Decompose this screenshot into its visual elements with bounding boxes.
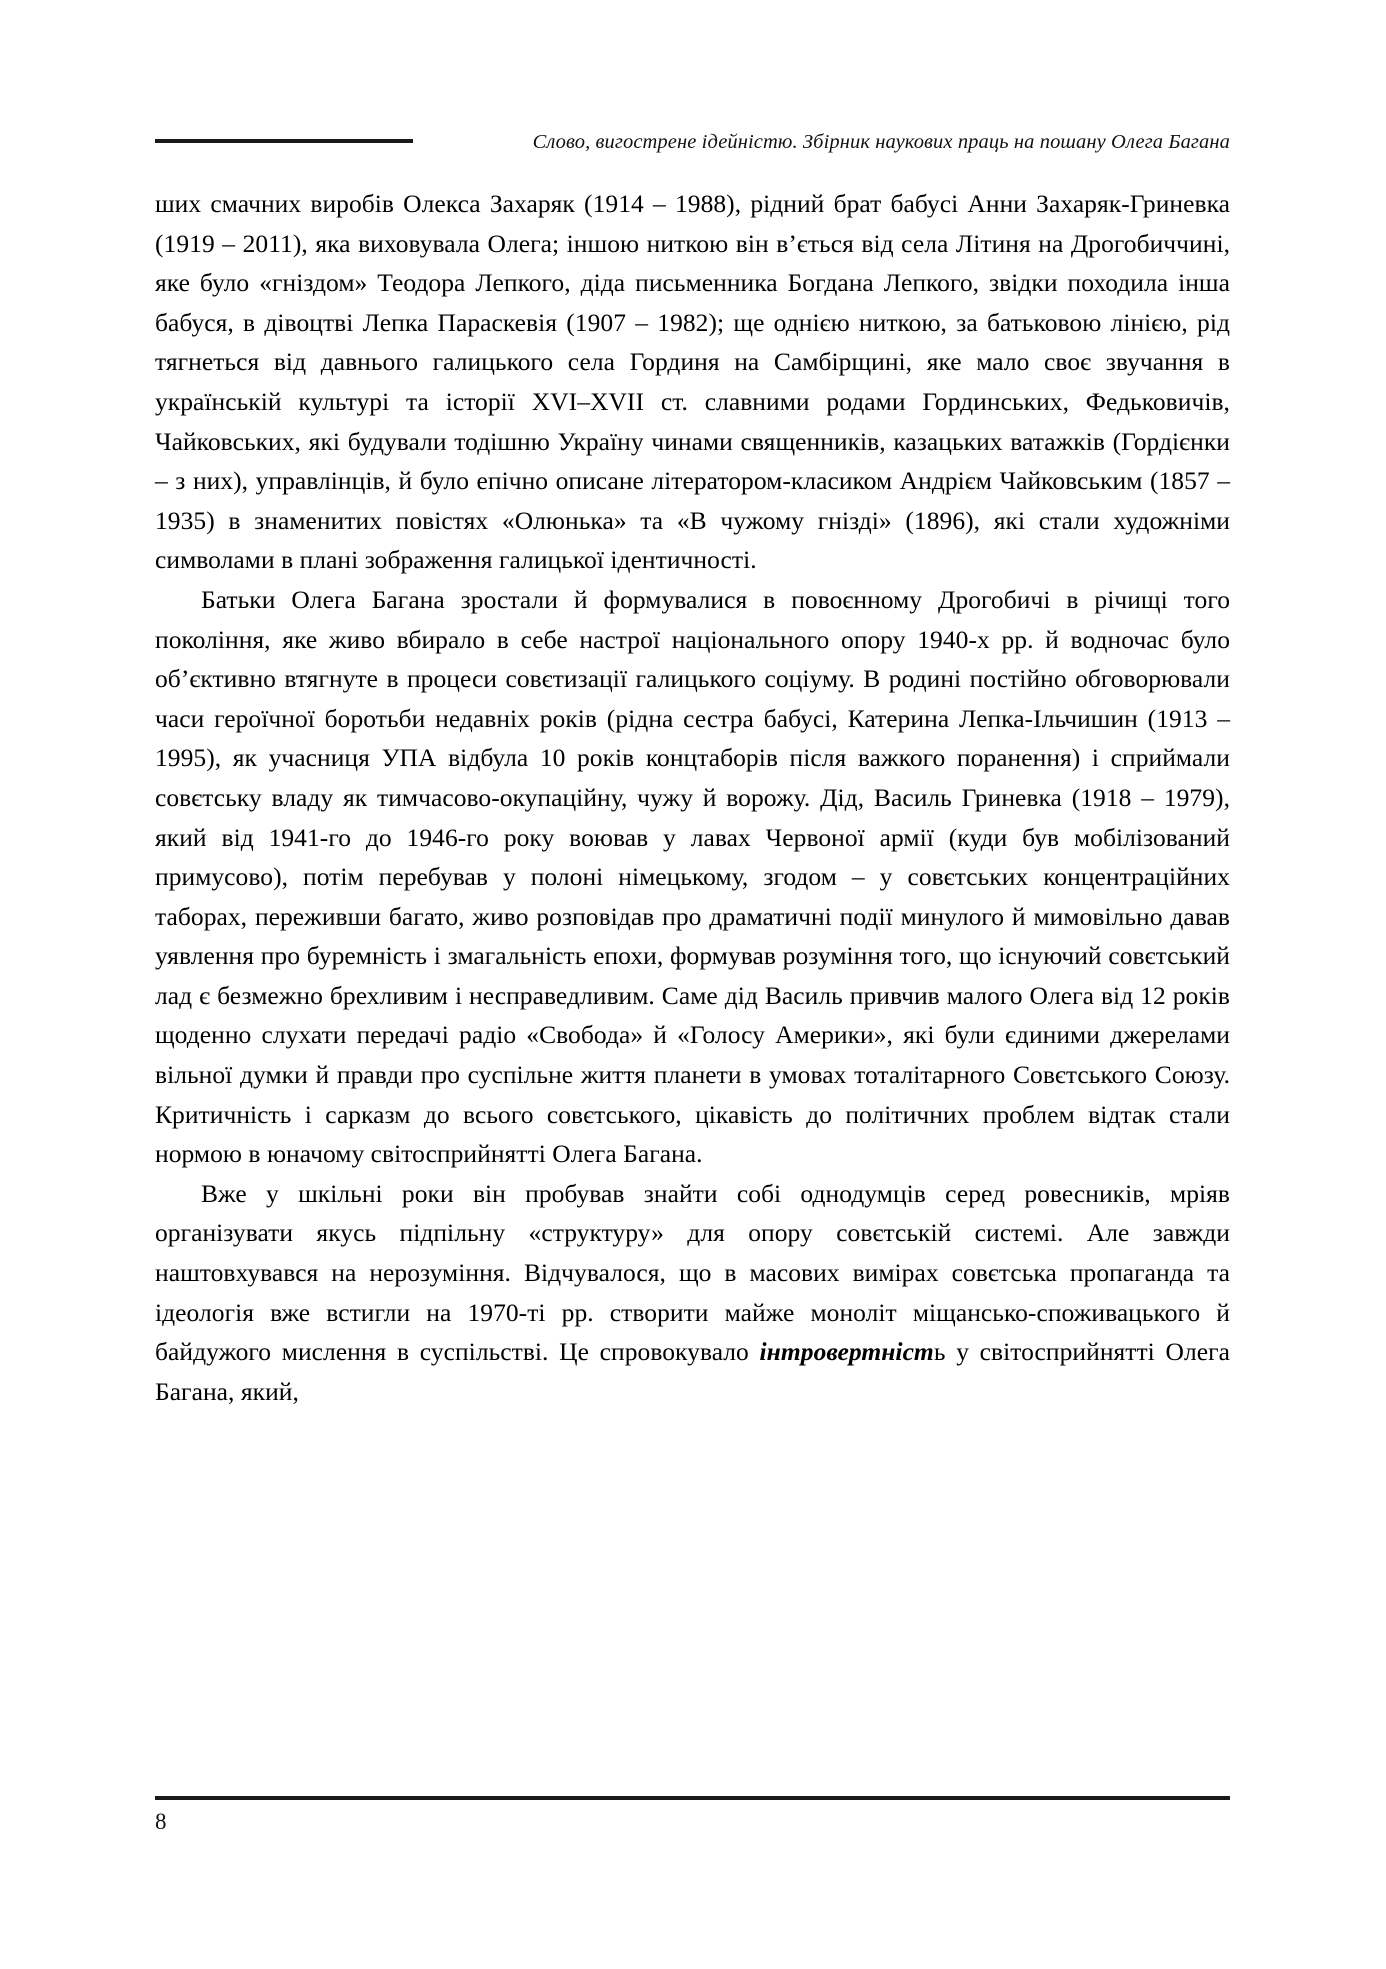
page-content — [155, 128, 1230, 1411]
emphasis-introvertnist: інтровертніст — [759, 1337, 934, 1367]
paragraph-3 — [155, 1174, 1230, 1412]
footer-rule — [155, 1796, 1230, 1800]
page-footer — [155, 1796, 1230, 1836]
paragraph-3-part-1: Вже у шкільні роки він пробував знайти собі однодумців серед ровесників, мріяв організувати якусь підпільну «структуру» для опору совєтській системі. Але завжди наштовхувався на нерозуміння. Відчувалося, що в масових вимірах совєтська пропаганда та ідеологія вже встигли на 1970-ті рр. створити майже моноліт міщансько-споживацького й байдужого мислення в суспільстві. Це спровокувало — [155, 1178, 1230, 1367]
paragraph-2: Батьки Олега Багана зростали й формувалися в повоєнному Дрогобичі в річищі того покоління, яке живо вбирало в себе настрої національного опору 1940-х рр. й водночас було об’єктивно втягнуте в процеси совєтизації галицького соціуму. В родині постійно обговорювали часи героїчної боротьби недавніх років (рідна сестра бабусі, Катерина Лепка-Ільчишин (1913 – 1995), як учасниця УПА відбула 10 років концтаборів після важкого поранення) і сприймали совєтську владу як тимчасово-окупаційну, чужу й ворожу. Дід, Василь Гриневка (1918 – 1979), який від 1941-го до 1946-го року воював у лавах Червоної армії (куди був мобілізований примусово), потім перебував у полоні німецькому, згодом – у совєтських концентраційних таборах, переживши багато, живо розповідав про драматичні події минулого й мимовільно давав уявлення про буремність і змагальність епохи, формував розуміння того, що існуючий совєтський лад є безмежно брехливим і несправедливим. Саме дід Василь привчив малого Олега від 12 років щоденно слухати передачі радіо «Свобода» й «Голосу Америки», які були єдиними джерелами вільної думки й правди про суспільне життя планети в умовах тоталітарного Совєтського Союзу. Критичність і сарказм до всього совєтського, цікавість до політичних проблем відтак стали нормою в юначому світосприйнятті Олега Багана. — [155, 584, 1230, 1169]
paragraph-3-part-2: ь у світосприйнятті Олега Багана, який, — [155, 1337, 1230, 1406]
paragraph-1: ших смачних виробів Олекса Захаряк (1914 – 1988), рідний брат бабусі Анни Захаряк-Гриневка (1919 – 2011), яка виховувала Олега; іншою ниткою він в’ється від села Літиня на Дрогобиччині, яке було «гніздом» Теодора Лепкого, діда письменника Богдана Лепкого, звідки походила інша бабуся, в дівоцтві Лепка Параскевія (1907 – 1982); ще однією ниткою, за батьковою лінією, рід тягнеться від давнього галицького села Гординя на Самбірщині, яке мало своє звучання в українській культурі та історії XVI–XVII ст. славними родами Гординських, Федьковичів, Чайковських, які будували тодішню Україну чинами священників, казацьких ватажків (Гордієнки – з них), управлінців, й було епічно описане літератором-класиком Андрієм Чайковським (1857 – 1935) в знаменитих повістях «Олюнька» та «В чужому гнізді» (1896), які стали художніми символами в плані зображення галицької ідентичності. — [155, 189, 1230, 575]
running-header-title: Слово, вигострене ідейністю. Збірник наукових праць на пошану Олега Багана — [413, 128, 1230, 156]
running-header — [155, 128, 1230, 158]
page-number: 8 — [155, 1809, 167, 1834]
body-text — [155, 184, 1230, 1411]
